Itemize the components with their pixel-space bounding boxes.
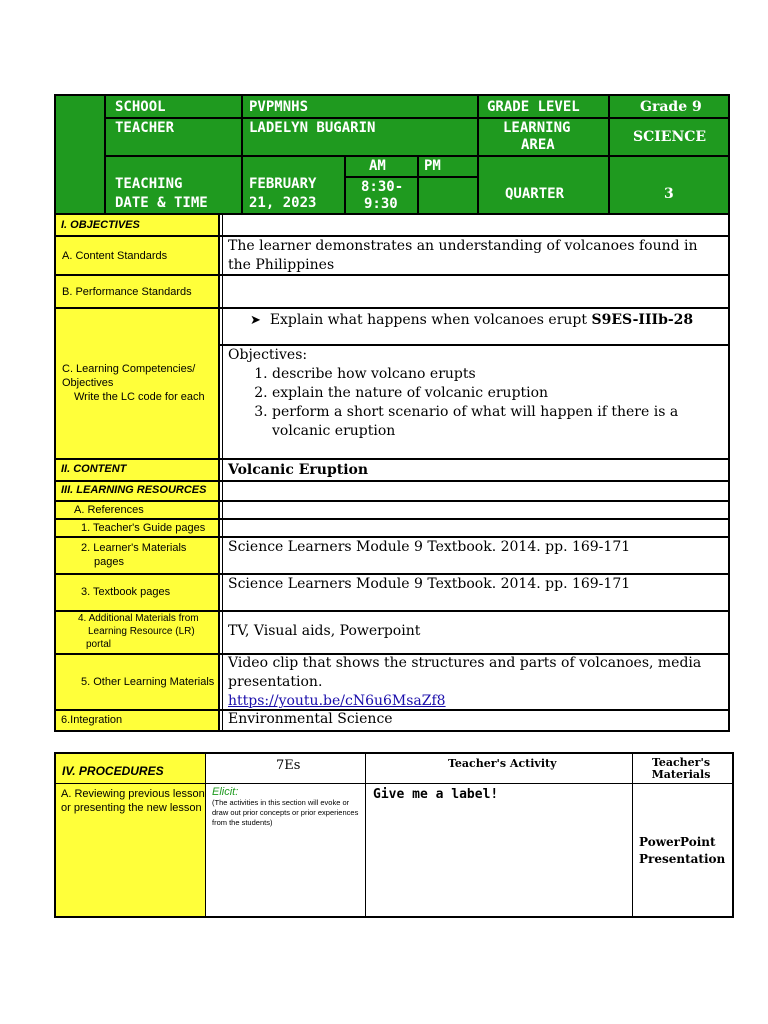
proc-vline xyxy=(632,754,633,916)
integration-label: 6.Integration xyxy=(61,714,123,726)
date-line: FEBRUARY xyxy=(249,176,317,192)
competencies-label xyxy=(62,362,205,404)
row-line xyxy=(56,458,728,460)
header-vline xyxy=(477,96,479,214)
competency-text: Explain what happens when volcanoes erupt xyxy=(269,312,588,328)
am-label-line: portal xyxy=(86,639,112,650)
performance-standards-label: B. Performance Standards xyxy=(62,286,192,298)
row-line xyxy=(56,480,728,482)
datetime-label-line: TEACHING xyxy=(115,176,183,192)
content-title: II. CONTENT xyxy=(61,463,127,475)
reviewing-label-line: or presenting the new lesson xyxy=(61,802,202,814)
area-value: SCIENCE xyxy=(633,129,707,145)
lm-value: Science Learners Module 9 Textbook. 2014. pp. 169-171 xyxy=(228,539,631,555)
am-label: AM xyxy=(369,158,386,174)
phase-block xyxy=(212,786,360,828)
objective-item: 1. describe how volcano erupts xyxy=(272,365,723,384)
objective-item: 2. explain the nature of volcanic eruption xyxy=(272,384,723,403)
olm-text: Video clip that shows the structures and parts of volcanoes, media presentation. xyxy=(228,655,702,690)
additional-materials-label xyxy=(78,612,199,651)
lm-label-line: pages xyxy=(94,556,124,568)
proc-header-line xyxy=(56,783,732,784)
materials-line: PowerPoint xyxy=(639,835,716,849)
objectives-block xyxy=(228,346,723,441)
competencies-label-line: Write the LC code for each xyxy=(74,391,205,403)
lm-label xyxy=(81,541,186,569)
competency-code: S9ES-IIIb-28 xyxy=(591,312,694,328)
reviewing-lesson-label xyxy=(61,787,205,815)
header-left-strip xyxy=(56,96,106,214)
competency-row xyxy=(250,311,720,330)
area-label xyxy=(503,120,570,154)
col-7es: 7Es xyxy=(276,758,301,773)
header-vline xyxy=(417,155,419,214)
divider-line xyxy=(222,215,223,730)
time-line: 9:30 xyxy=(364,196,398,212)
area-label-line: AREA xyxy=(521,137,555,153)
time-value xyxy=(361,179,403,213)
procedures-label-column xyxy=(56,754,206,916)
objectives-heading: Objectives: xyxy=(228,347,308,363)
proc-vline xyxy=(365,754,366,916)
date-line: 21, 2023 xyxy=(249,195,317,211)
grade-value: Grade 9 xyxy=(640,99,702,115)
lm-label-line: 2. Learner's Materials xyxy=(81,542,187,554)
olm-value xyxy=(228,654,723,711)
header-line xyxy=(106,117,728,119)
row-line xyxy=(56,307,728,309)
teacher-value: LADELYN BUGARIN xyxy=(249,120,376,136)
quarter-value: 3 xyxy=(664,186,674,202)
procedures-title: IV. PROCEDURES xyxy=(62,764,164,778)
am-label-line: Learning Resource (LR) xyxy=(88,626,195,637)
content-value: Volcanic Eruption xyxy=(228,462,369,478)
am-label-line: 4. Additional Materials from xyxy=(78,613,199,624)
row-line xyxy=(56,518,728,520)
reviewing-label-line: A. Reviewing previous lesson xyxy=(61,788,205,800)
col-materials-line: Materials xyxy=(651,768,711,781)
time-line: 8:30- xyxy=(361,179,404,195)
phase-label: Elicit: xyxy=(212,786,239,798)
col-materials-line: Teacher's xyxy=(651,756,711,769)
competencies-label-line: C. Learning Competencies/ xyxy=(62,363,196,375)
header-vline xyxy=(344,155,346,214)
datetime-label-line: DATE & TIME xyxy=(115,195,208,211)
tb-value: Science Learners Module 9 Textbook. 2014. pp. 169-171 xyxy=(228,576,631,592)
competencies-label-line: Objectives xyxy=(62,377,114,389)
tb-label: 3. Textbook pages xyxy=(81,586,171,598)
area-label-line: LEARNING xyxy=(503,120,571,136)
references-label: A. References xyxy=(74,504,144,516)
resources-title: III. LEARNING RESOURCES xyxy=(61,484,207,496)
olm-label: 5. Other Learning Materials xyxy=(81,676,215,688)
video-link[interactable]: https://youtu.be/cN6u6MsaZf8 xyxy=(228,693,446,709)
arrow-bullet-icon: ➤ xyxy=(250,313,261,328)
tg-label: 1. Teacher's Guide pages xyxy=(81,522,206,534)
quarter-label: QUARTER xyxy=(505,186,565,202)
content-standards-value: The learner demonstrates an understanding of volcanoes found in the Philippines xyxy=(228,238,698,273)
datetime-label xyxy=(115,175,208,213)
header-vline xyxy=(608,96,610,214)
content-standards-label: A. Content Standards xyxy=(62,250,168,262)
row-line xyxy=(56,500,728,502)
school-label: SCHOOL xyxy=(115,99,166,115)
additional-materials-value: TV, Visual aids, Powerpoint xyxy=(228,623,421,639)
col-materials xyxy=(636,757,726,781)
col-activity: Teacher's Activity xyxy=(448,757,557,770)
school-value: PVPMNHS xyxy=(249,99,309,115)
integration-value: Environmental Science xyxy=(228,711,393,727)
pm-label: PM xyxy=(424,158,441,174)
teacher-label: TEACHER xyxy=(115,120,175,136)
date-value xyxy=(249,175,316,213)
objectives-title: I. OBJECTIVES xyxy=(61,219,140,231)
header-line xyxy=(344,176,478,178)
grade-label: GRADE LEVEL xyxy=(487,99,580,115)
objectives-list xyxy=(228,365,723,441)
teacher-activity: Give me a label! xyxy=(373,787,499,802)
teacher-materials xyxy=(639,834,725,868)
objective-item: 3. perform a short scenario of what will happen if there is a volcanic eruption xyxy=(272,403,723,441)
phase-note: (The activities in this section will evoke or draw out prior concepts or prior experiences from the students) xyxy=(212,798,359,827)
header-vline xyxy=(241,96,243,214)
materials-line: Presentation xyxy=(639,852,726,866)
